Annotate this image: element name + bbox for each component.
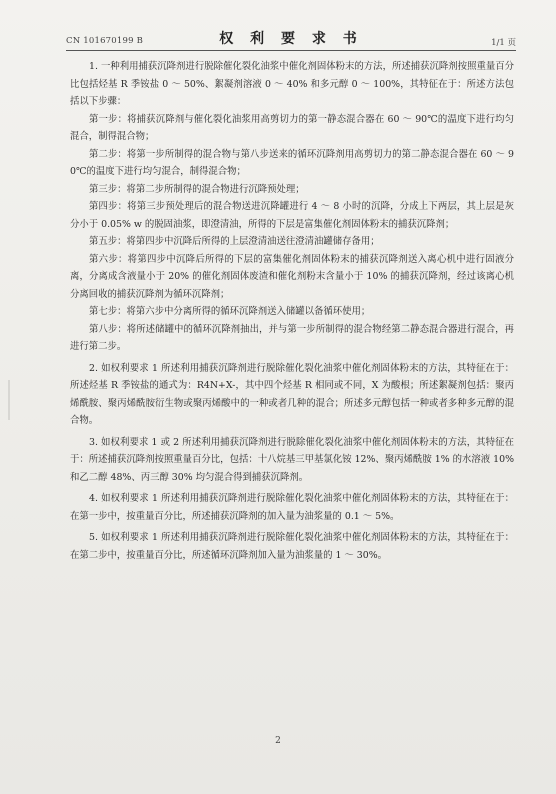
claim-2: 2. 如权利要求 1 所述利用捕获沉降剂进行脱除催化裂化油浆中催化剂固体粉末的方法，其特征在于：所述烃基 R 季铵盐的通式为：R4N+X-，其中四个烃基 R 相同或不同，X 为酸根；所述絮凝剂包括：聚丙烯酰胺、聚丙烯酰胺衍生物或聚丙烯酸中的一种或者几种的混合；所述多元醇包括一种或者多种多元醇的混合物。 <box>70 362 514 426</box>
page-number: 2 <box>275 736 281 746</box>
claim-5: 5. 如权利要求 1 所述利用捕获沉降剂进行脱除催化裂化油浆中催化剂固体粉末的方法，其特征在于：在第二步中，按重量百分比，所述循环沉降剂加入量为油浆量的 1 ～ 30%。 <box>70 532 514 561</box>
claim-1-step-3: 第三步：将第二步所制得的混合物进行沉降预处理； <box>89 183 305 195</box>
claim-1-preamble: 1. 一种利用捕获沉降剂进行脱除催化裂化油浆中催化剂固体粉末的方法，所述捕获沉降剂按照重量百分比包括烃基 R 季铵盐 0 ～ 50%、絮凝剂溶液 0 ～ 40% 和多元醇 0 ～ 100%，其特征在于：所述方法包括以下步骤： <box>70 61 514 107</box>
claim-1-step-5: 第五步：将第四步中沉降后所得的上层澄清油送往澄清油罐储存备用； <box>89 236 380 247</box>
page-footer <box>0 736 556 746</box>
page-count: 1/1 页 <box>491 38 516 48</box>
scan-binding-mark <box>8 380 10 420</box>
patent-number: CN 101670199 B <box>66 36 144 46</box>
claims-body <box>70 58 514 564</box>
claim-1-step-7: 第七步：将第六步中分离所得的循环沉降剂送入储罐以备循环使用； <box>89 306 371 317</box>
claim-3: 3. 如权利要求 1 或 2 所述利用捕获沉降剂进行脱除催化裂化油浆中催化剂固体粉末的方法，其特征在于：所述捕获沉降剂按照重量百分比，包括：十八烷基三甲基氯化铵 12%、聚丙烯酰胺 1% 的水溶液 10% 和乙二醇 48%、丙三醇 30% 均匀混合得到捕获沉降剂。 <box>70 436 514 483</box>
header-divider <box>66 50 516 51</box>
page-header <box>66 28 516 50</box>
claim-1-step-4: 第四步：将第三步预处理后的混合物送进沉降罐进行 4 ～ 8 小时的沉降，分成上下两层，其上层是灰分小于 0.05% w 的脱固油浆，即澄清油，所得的下层是富集催化剂固体粉末的捕获沉降剂； <box>70 201 514 230</box>
claim-1-step-1: 第一步：将捕获沉降剂与催化裂化油浆用高剪切力的第一静态混合器在 60 ～ 90℃的温度下进行均匀混合，制得混合物； <box>70 113 514 142</box>
claim-4: 4. 如权利要求 1 所述利用捕获沉降剂进行脱除催化裂化油浆中催化剂固体粉末的方法，其特征在于：在第一步中，按重量百分比，所述捕获沉降剂的加入量为油浆量的 0.1 ～ 5%。 <box>70 493 514 522</box>
claim-1-step-8: 第八步：将所述储罐中的循环沉降剂抽出，并与第一步所制得的混合物经第二静态混合器进行混合，再进行第二步。 <box>70 323 514 352</box>
document-title: 权 利 要 求 书 <box>219 31 363 47</box>
claim-1-step-6: 第六步：将第四步中沉降后所得的下层的富集催化剂固体粉末的捕获沉降剂送入离心机中进行固液分离，分离成含液量小于 20% 的催化剂固体废渣和催化剂粉末含量小于 10% 的捕获沉降剂，经过该离心机分离回收的捕获沉降剂为循环沉降剂； <box>70 253 514 300</box>
claim-1-step-2: 第二步：将第一步所制得的混合物与第八步送来的循环沉降剂用高剪切力的第二静态混合器在 60 ～ 90℃的温度下进行均匀混合，制得混合物； <box>70 148 514 177</box>
